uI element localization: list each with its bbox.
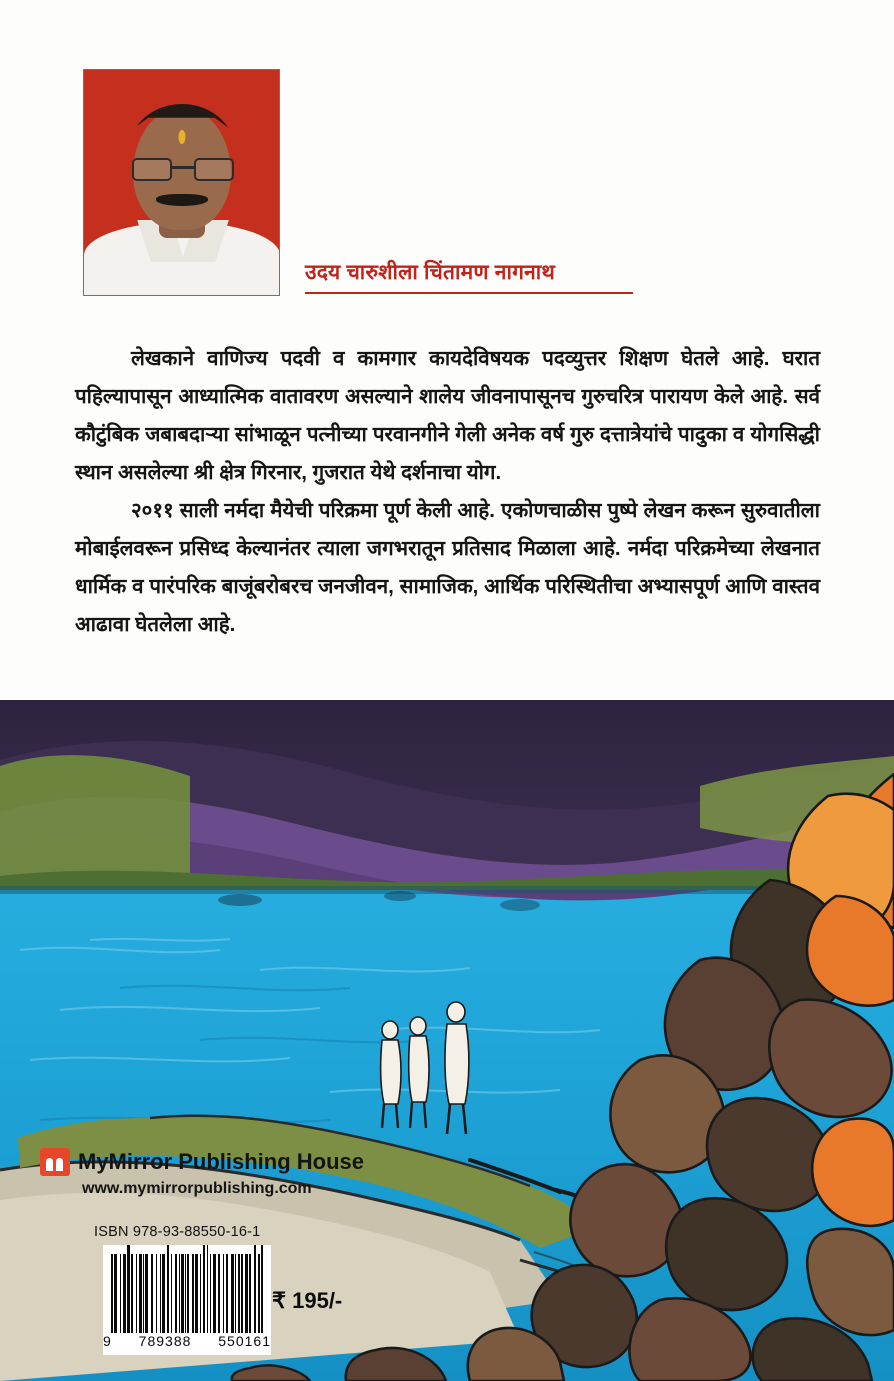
bio-paragraph-2: २०११ साली नर्मदा मैयेची परिक्रमा पूर्ण केली आहे. एकोणचाळीस पुष्पे लेखन करून सुरुवातीला मोबाईलवरून प्रसिध्द केल्यानंतर त्याला जगभरातून प्रतिसाद मिळाला आहे. नर्मदा परिक्रमेच्या लेखनात धार्मिक व पारंपरिक बाजूंबरोबरच जनजीवन, सामाजिक, आर्थिक परिस्थितीचा अभ्यासपूर्ण आणि वास्तव आढावा घेतलेला आहे.	[75, 499, 820, 636]
isbn-label: ISBN 978-93-88550-16-1	[94, 1224, 261, 1240]
portrait-glasses-bridge	[172, 166, 194, 169]
publisher-block	[40, 1148, 380, 1198]
portrait-tilak	[178, 130, 185, 144]
publisher-name: MyMirror Publishing House	[78, 1149, 365, 1174]
publisher-website[interactable]: www.mymirrorpublishing.com	[82, 1180, 312, 1197]
author-portrait-photo	[83, 69, 280, 296]
barcode-left-digit: 9	[103, 1333, 112, 1349]
price-label: ₹ 195/-	[272, 1288, 343, 1313]
publisher-row	[40, 1148, 380, 1176]
portrait-glasses-right	[194, 158, 234, 181]
portrait-glasses-left	[132, 158, 172, 181]
barcode-bars	[103, 1245, 271, 1333]
barcode-digits	[103, 1333, 271, 1349]
mymirror-logo-icon	[40, 1148, 70, 1176]
author-name-underline	[305, 292, 633, 294]
author-bio	[75, 340, 820, 644]
author-name: उदय चारुशीला चिंतामण नागनाथ	[305, 261, 556, 284]
barcode	[103, 1245, 271, 1355]
bio-paragraph-1: लेखकाने वाणिज्य पदवी व कामगार कायदेविषयक पदव्युत्तर शिक्षण घेतले आहे. घरात पहिल्यापासून आध्यात्मिक वातावरण असल्याने शालेय जीवनापासूनच गुरुचरित्र पारायण केले आहे. सर्व कौटुंबिक जबाबदाऱ्या सांभाळून पत्नीच्या परवानगीने गेली अनेक वर्ष गुरु दत्तात्रेयांचे पादुका व योगसिद्धी स्थान असलेल्या श्री क्षेत्र गिरनार, गुजरात येथे दर्शनाचा योग.	[75, 347, 820, 484]
barcode-digit-group-2: 550161	[218, 1333, 271, 1349]
barcode-digit-group-1: 789388	[138, 1333, 192, 1349]
portrait-moustache	[156, 194, 208, 206]
